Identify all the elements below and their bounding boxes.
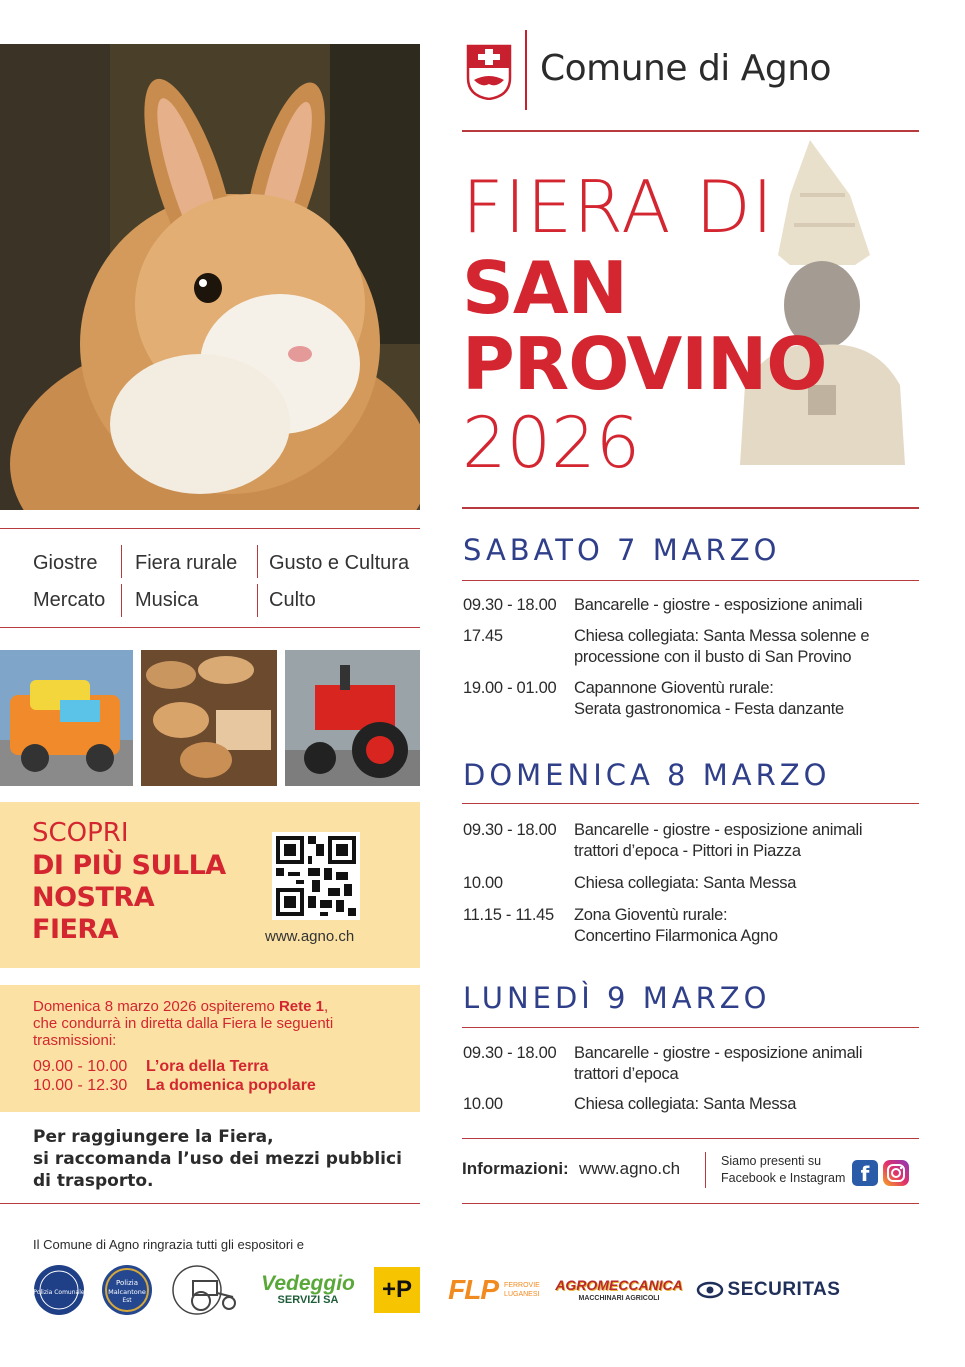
category-separator xyxy=(257,545,258,578)
category-gusto-cultura: Gusto e Cultura xyxy=(269,552,410,574)
categories-rule-top xyxy=(0,528,420,529)
discover-heading: SCOPRI xyxy=(32,818,129,848)
category-musica: Musica xyxy=(135,589,199,611)
program-2-time: 10.00 - 12.30 xyxy=(33,1077,128,1094)
event-time: 10.00 xyxy=(463,1095,503,1113)
event-time: 17.45 xyxy=(463,627,503,645)
svg-text:Polizia Comunale: Polizia Comunale xyxy=(33,1289,85,1296)
broadcast-line-3: trasmissioni: xyxy=(33,1032,117,1049)
event-desc: Bancarelle - giostre - esposizione animali xyxy=(574,596,863,614)
event-time: 10.00 xyxy=(463,874,503,892)
carousel-photo xyxy=(0,650,133,786)
logo-divider xyxy=(525,30,527,110)
day-heading-saturday: SABATO 7 MARZO xyxy=(463,533,781,567)
discover-line-4: FIERA xyxy=(32,914,119,945)
agno-crest-icon xyxy=(466,44,512,100)
categories-rule-bottom xyxy=(0,627,420,628)
discover-url[interactable]: www.agno.ch xyxy=(265,928,355,945)
event-time: 09.30 - 18.00 xyxy=(463,1044,557,1062)
category-separator xyxy=(257,584,258,617)
sponsor-flp-logo: FLP FERROVIE LUGANESI xyxy=(448,1274,540,1305)
sponsor-polizia-malcantone-logo xyxy=(100,1262,154,1318)
discover-line-3: NOSTRA xyxy=(32,882,155,913)
rabbit-photo xyxy=(0,44,420,510)
thanks-text: Il Comune di Agno ringrazia tutti gli espositori e xyxy=(33,1237,304,1252)
woodcraft-photo xyxy=(141,650,277,786)
info-rule-top xyxy=(462,1138,919,1139)
event-desc: Chiesa collegiata: Santa Messa xyxy=(574,874,797,892)
svg-text:Est: Est xyxy=(122,1297,132,1304)
day-heading-monday: LUNEDÌ 9 MARZO xyxy=(463,981,771,1015)
broadcast-intro: Domenica 8 marzo 2026 ospiteremo Rete 1, xyxy=(33,998,329,1015)
title-line-3: PROVINO xyxy=(462,322,827,406)
program-2-name: La domenica popolare xyxy=(146,1077,316,1094)
event-desc: Bancarelle - giostre - esposizione animali trattori d’epoca - Pittori in Piazza xyxy=(574,821,863,860)
event-desc: Chiesa collegiata: Santa Messa solenne e processione con il busto di San Provino xyxy=(574,627,870,666)
program-1-time: 09.00 - 10.00 xyxy=(33,1058,128,1075)
sponsor-agromeccanica-logo: AGROMECCANICA MACCHINARI AGRICOLI xyxy=(555,1277,683,1302)
qr-code[interactable] xyxy=(272,832,360,920)
municipality-name: Comune di Agno xyxy=(540,48,832,89)
event-time: 09.30 - 18.00 xyxy=(463,596,557,614)
category-fiera-rurale: Fiera rurale xyxy=(135,552,238,574)
category-mercato: Mercato xyxy=(33,589,106,611)
sponsor-postauto-logo: +P xyxy=(374,1262,420,1318)
event-desc: Bancarelle - giostre - esposizione animali trattori d’epoca xyxy=(574,1044,863,1083)
svg-text:Polizia: Polizia xyxy=(115,1279,139,1287)
day-rule xyxy=(462,803,919,804)
sponsor-securitas-logo: SECURITAS xyxy=(694,1262,842,1318)
event-desc: Chiesa collegiata: Santa Messa xyxy=(574,1095,797,1113)
category-separator xyxy=(121,545,122,578)
discover-line-2: DI PIÙ SULLA xyxy=(32,850,226,881)
sponsor-vedeggio-logo: Vedeggio SERVIZI SA xyxy=(261,1272,355,1306)
title-line-2: SAN xyxy=(462,246,627,330)
title-line-1: FIERA DI xyxy=(462,165,775,249)
transport-rule xyxy=(0,1203,420,1204)
event-desc: Capannone Gioventù rurale: Serata gastronomica - Festa danzante xyxy=(574,679,844,718)
instagram-icon[interactable] xyxy=(883,1160,909,1186)
broadcast-line-2: che condurrà in diretta dalla Fiera le seguenti xyxy=(33,1015,334,1032)
category-giostre: Giostre xyxy=(33,552,98,574)
info-rule-bottom xyxy=(462,1203,919,1204)
event-time: 19.00 - 01.00 xyxy=(463,679,557,697)
info-url[interactable]: www.agno.ch xyxy=(579,1159,681,1178)
category-culto: Culto xyxy=(269,589,316,611)
info-separator xyxy=(705,1152,706,1188)
header-rule xyxy=(462,130,919,132)
tractor-photo xyxy=(285,650,420,786)
day-heading-sunday: DOMENICA 8 MARZO xyxy=(463,758,831,792)
event-time: 11.15 - 11.45 xyxy=(463,906,554,924)
social-text: Siamo presenti su Facebook e Instagram xyxy=(721,1154,846,1185)
facebook-icon[interactable]: f xyxy=(852,1160,878,1186)
event-time: 09.30 - 18.00 xyxy=(463,821,557,839)
day-rule xyxy=(462,580,919,581)
transport-note: Per raggiungere la Fiera, si raccomanda l’uso dei mezzi pubblici di trasporto. xyxy=(33,1127,402,1191)
day-rule xyxy=(462,1027,919,1028)
program-1-name: L’ora della Terra xyxy=(146,1058,269,1075)
category-separator xyxy=(121,584,122,617)
sponsor-tractor-club-logo xyxy=(170,1262,246,1318)
title-rule xyxy=(462,507,919,509)
svg-text:Malcantone: Malcantone xyxy=(108,1288,146,1296)
info-label: Informazioni: xyxy=(462,1159,569,1178)
event-desc: Zona Gioventù rurale: Concertino Filarmonica Agno xyxy=(574,906,778,945)
title-year: 2026 xyxy=(462,402,641,484)
eye-icon xyxy=(696,1280,724,1300)
sponsor-polizia-comunale-logo xyxy=(32,1262,86,1318)
